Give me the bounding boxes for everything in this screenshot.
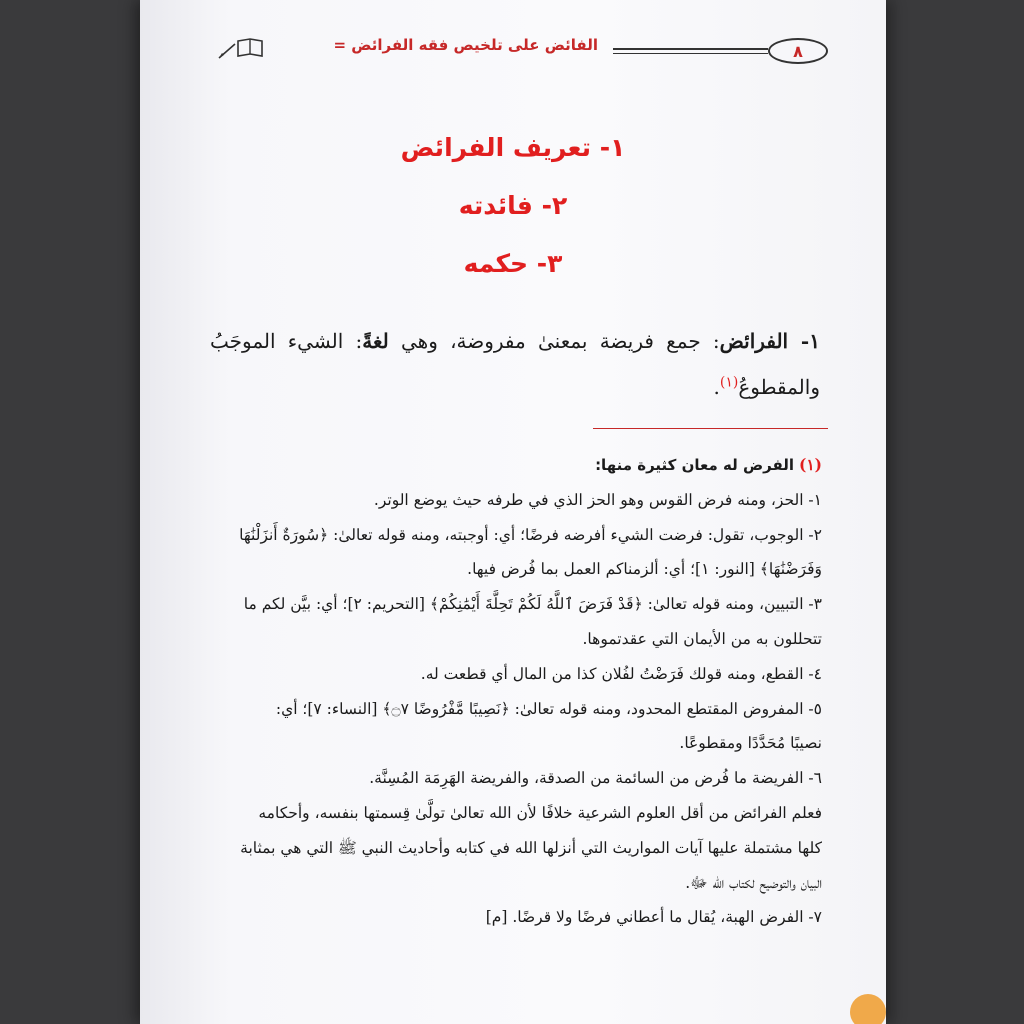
heading-benefit: ٢- فائدته xyxy=(458,191,568,220)
footnote-line: ٧- الفرض الهبة، يُقال ما أعطاني فرضًا ولا قرضًا. [م] xyxy=(485,908,822,927)
footnote-reference[interactable]: (١) xyxy=(719,374,739,391)
footnote-line: فعلم الفرائض من أقل العلوم الشرعية خلافًا لأن الله تعالىٰ تولَّىٰ قِسمتها بنفسه، وأحكامه xyxy=(258,803,822,822)
definition-term: ١- الفرائض xyxy=(719,329,820,353)
footnote-line: ١- الحز، ومنه فرض القوس وهو الحز الذي في طرفه حيث يوضع الوتر. xyxy=(373,490,822,509)
footnote-divider xyxy=(593,428,828,429)
page-number: ٨ xyxy=(793,41,803,61)
footnote-line: وَفَرَضْنَٰهَا﴾ [النور: ١]؛ أي: ألزمناكم العمل بما فُرض فيها. xyxy=(467,560,822,579)
heading-definition: ١- تعريف الفرائض xyxy=(400,133,626,162)
footnote-line: كلها مشتملة عليها آيات المواريث التي أنزلها الله في كتابه وأحاديث النبي ﷺ التي هي بمثابة xyxy=(240,838,822,857)
footnote-line: نصيبًا مُحَدَّدًا ومقطوعًا. xyxy=(679,734,822,753)
heading-ruling: ٣- حكمه xyxy=(463,249,563,278)
book-and-pen-icon xyxy=(216,36,266,62)
footnote-marker: (١) xyxy=(798,455,822,474)
definition-paragraph xyxy=(210,318,820,410)
footnote-line: تتحللون به من الأيمان التي عقدتموها. xyxy=(582,629,822,648)
footnote-title-line xyxy=(210,448,822,483)
footnote-title: الفرض له معان كثيرة منها: xyxy=(595,456,795,474)
footnote-line: ٥- المفروض المقتطع المحدود، ومنه قوله تعالىٰ: ﴿نَصِيبًا مَّفْرُوضًا ۝٧﴾ [النساء: ٧]؛ أي: xyxy=(275,699,822,718)
definition-end: . xyxy=(713,375,720,399)
section-headings xyxy=(140,128,886,302)
footnote-line: ٦- الفريضة ما فُرض من السائمة من الصدقة، والفريضة الهَرِمَة المُسِنَّة. xyxy=(369,769,822,788)
book-page xyxy=(140,0,886,1024)
definition-text: : جمع فريضة بمعنىٰ مفروضة، وهي xyxy=(388,329,720,353)
footnote-line: ٢- الوجوب، تقول: فرضت الشيء أفرضه فرضًا؛ أي: أوجبته، ومنه قوله تعالىٰ: ﴿سُورَةٌ أَنزَلْنَٰهَا xyxy=(239,525,822,544)
footnote-line: ٣- التبيين، ومنه قوله تعالىٰ: ﴿قَدْ فَرَضَ ٱللَّهُ لَكُمْ تَحِلَّةَ أَيْمَٰنِكُمْ﴾ [التحريم: ٢]؛ أي: بيَّن لكم ما xyxy=(243,595,822,614)
footnote-line: البيان والتوضيح لكتاب الله ﷻ. xyxy=(685,873,822,892)
lugha-text: : الشيء الموجَبُ والمقطوعُ xyxy=(210,329,820,399)
running-title: الفائض على تلخيص فقه الفرائض = xyxy=(333,36,598,54)
footnotes xyxy=(210,448,822,935)
page-number-frame xyxy=(768,38,828,64)
footnote-line: ٤- القطع، ومنه قولك فَرَضْتُ لفُلان كذا من المال أي قطعت له. xyxy=(420,664,822,683)
page-header xyxy=(206,34,846,74)
corner-object xyxy=(850,994,886,1024)
lugha-label: لغةً xyxy=(362,329,389,353)
header-rule xyxy=(613,48,768,54)
